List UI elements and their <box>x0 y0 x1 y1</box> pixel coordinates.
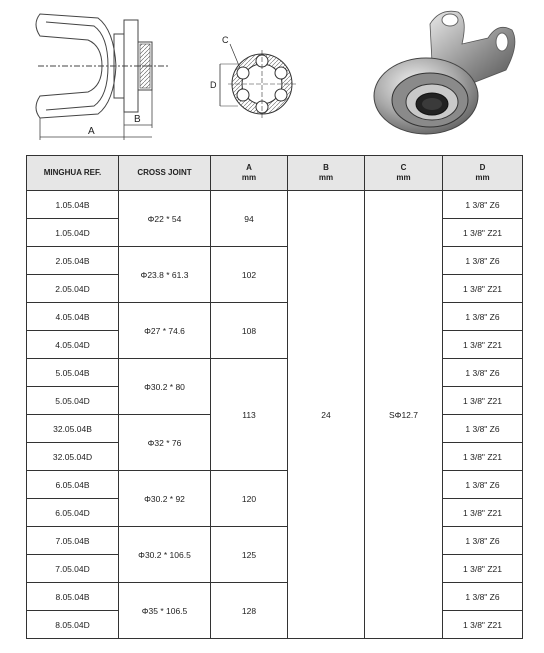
a-cell: 125 <box>211 527 288 583</box>
d-cell: 1 3/8" Z21 <box>443 219 523 247</box>
a-cell: 108 <box>211 303 288 359</box>
header-c-unit: mm <box>396 173 411 182</box>
b-shared-cell: 24 <box>288 191 365 639</box>
a-cell: 120 <box>211 471 288 527</box>
d-cell: 1 3/8" Z21 <box>443 331 523 359</box>
c-shared-cell: SΦ12.7 <box>365 191 443 639</box>
d-cell: 1 3/8" Z6 <box>443 415 523 443</box>
ref-cell: 2.05.04D <box>27 275 119 303</box>
table-row <box>27 303 523 331</box>
d-cell: 1 3/8" Z6 <box>443 191 523 219</box>
ref-cell: 32.05.04B <box>27 415 119 443</box>
ref-cell: 8.05.04B <box>27 583 119 611</box>
header-b-unit: mm <box>318 173 334 182</box>
dim-a-label: A <box>88 126 95 137</box>
ref-cell: 4.05.04D <box>27 331 119 359</box>
ref-cell: 5.05.04D <box>27 387 119 415</box>
cross-joint-cell: Φ30.2 * 106.5 <box>119 527 211 583</box>
ref-cell: 6.05.04D <box>27 499 119 527</box>
d-cell: 1 3/8" Z6 <box>443 583 523 611</box>
header-d <box>443 156 523 191</box>
d-cell: 1 3/8" Z21 <box>443 275 523 303</box>
cross-joint-cell: Φ23.8 * 61.3 <box>119 247 211 303</box>
d-cell: 1 3/8" Z6 <box>443 303 523 331</box>
d-cell: 1 3/8" Z21 <box>443 499 523 527</box>
table-row <box>27 359 523 387</box>
header-c-label: C <box>400 163 407 172</box>
ref-cell: 6.05.04B <box>27 471 119 499</box>
table-row <box>27 583 523 611</box>
d-cell: 1 3/8" Z6 <box>443 527 523 555</box>
bore-section-drawing <box>208 30 304 122</box>
header-a-unit: mm <box>241 173 257 182</box>
cross-joint-cell: Φ32 * 76 <box>119 415 211 471</box>
table-row <box>27 471 523 499</box>
header-c <box>365 156 443 191</box>
a-cell: 113 <box>211 359 288 471</box>
cross-joint-cell: Φ30.2 * 80 <box>119 359 211 415</box>
dim-d-label: D <box>210 80 217 90</box>
ref-cell: 5.05.04B <box>27 359 119 387</box>
ref-cell: 1.05.04B <box>27 191 119 219</box>
header-d-unit: mm <box>475 173 490 182</box>
d-cell: 1 3/8" Z21 <box>443 555 523 583</box>
cross-joint-cell: Φ22 * 54 <box>119 191 211 247</box>
header-b <box>288 156 365 191</box>
ref-cell: 8.05.04D <box>27 611 119 639</box>
d-cell: 1 3/8" Z6 <box>443 471 523 499</box>
yoke-side-view-drawing <box>28 6 176 144</box>
header-a <box>211 156 288 191</box>
d-cell: 1 3/8" Z6 <box>443 247 523 275</box>
cross-joint-cell: Φ30.2 * 92 <box>119 471 211 527</box>
table-row <box>27 247 523 275</box>
dim-c-label: C <box>222 35 229 45</box>
d-cell: 1 3/8" Z21 <box>443 611 523 639</box>
yoke-product-photo <box>370 4 520 144</box>
ref-cell: 7.05.04D <box>27 555 119 583</box>
ref-cell: 7.05.04B <box>27 527 119 555</box>
dim-b-label: B <box>134 114 141 125</box>
header-d-label: D <box>479 163 486 172</box>
specification-table <box>26 155 523 639</box>
d-cell: 1 3/8" Z21 <box>443 387 523 415</box>
ref-cell: 2.05.04B <box>27 247 119 275</box>
ref-cell: 4.05.04B <box>27 303 119 331</box>
ref-cell: 1.05.04D <box>27 219 119 247</box>
header-cross-joint: CROSS JOINT <box>119 156 211 191</box>
figures-area <box>0 0 544 150</box>
cross-joint-cell: Φ35 * 106.5 <box>119 583 211 639</box>
table-row <box>27 191 523 219</box>
header-a-label: A <box>246 163 252 172</box>
header-minghua-ref: MINGHUA REF. <box>27 156 119 191</box>
a-cell: 94 <box>211 191 288 247</box>
d-cell: 1 3/8" Z6 <box>443 359 523 387</box>
header-b-label: B <box>323 163 329 172</box>
a-cell: 102 <box>211 247 288 303</box>
d-cell: 1 3/8" Z21 <box>443 443 523 471</box>
ref-cell: 32.05.04D <box>27 443 119 471</box>
table-header-row <box>27 156 523 191</box>
cross-joint-cell: Φ27 * 74.6 <box>119 303 211 359</box>
a-cell: 128 <box>211 583 288 639</box>
table-row <box>27 527 523 555</box>
